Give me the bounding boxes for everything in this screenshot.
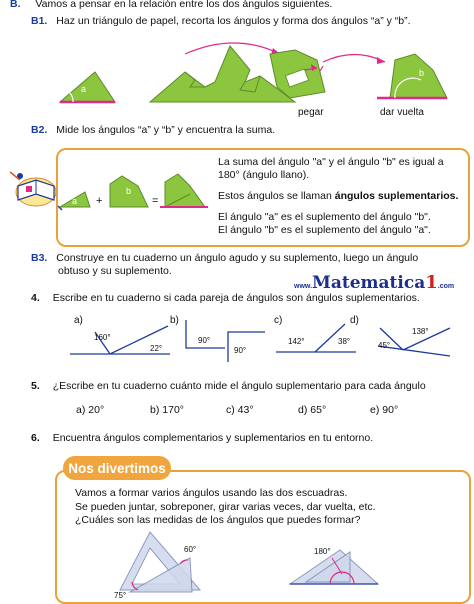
- b1-label: B1.: [31, 15, 48, 27]
- angle-a-label: a: [81, 84, 87, 94]
- b1-instruction: [31, 15, 411, 27]
- nos-line-2: Se pueden juntar, sobreponer, girar varias veces, dar vuelta, etc.: [75, 500, 376, 513]
- q4-c-angle2: 38°: [338, 337, 351, 346]
- q4-a-angle1: 160°: [94, 333, 111, 342]
- b3-line-2: obtuso y su suplemento.: [58, 265, 172, 277]
- box-line-3: Estos ángulos se llaman ángulos suplementarios.: [218, 190, 459, 202]
- nos-text: [75, 487, 376, 528]
- b1-text: Haz un triángulo de papel, recorta los ángulos y forma dos ángulos “a” y “b”.: [56, 15, 411, 27]
- b2-box-text: [218, 156, 458, 237]
- section-b-header: [10, 0, 332, 10]
- box-line-1: La suma del ángulo "a" y el ángulo "b" es igual a: [218, 156, 444, 168]
- step-pegar: pegar: [298, 107, 324, 118]
- q4-d-angle1: 138°: [412, 327, 429, 336]
- fig1-angle2: 75°: [114, 591, 127, 600]
- angle-b-label: b: [419, 68, 425, 78]
- book-character-icon: [6, 166, 66, 212]
- box-line-2: 180° (ángulo llano).: [218, 169, 310, 181]
- b2-figure: [60, 172, 210, 222]
- q4-instruction: [31, 292, 420, 304]
- q4-num: 4.: [31, 292, 40, 304]
- b1-figure: [55, 32, 474, 120]
- q4-a-angle2: 22°: [150, 344, 163, 353]
- b2-fig-a: a: [72, 196, 78, 206]
- site-logo: www.Matematica1.com: [294, 272, 455, 293]
- q5-item-d: d) 65°: [298, 404, 327, 416]
- section-label: B.: [10, 0, 21, 10]
- q5-text: ¿Escribe en tu cuaderno cuánto mide el ángulo suplementario para cada ángulo: [52, 380, 426, 392]
- q6-num: 6.: [31, 432, 40, 444]
- q4-item-b-label: b): [170, 315, 179, 326]
- q5-item-c: c) 43°: [226, 404, 254, 416]
- b3-line-1: Construye en tu cuaderno un ángulo agudo y su suplemento, luego un ángulo: [56, 252, 419, 264]
- fig2-angle: 180°: [314, 547, 331, 556]
- nos-line-1: Vamos a formar varios ángulos usando las dos escuadras.: [75, 487, 348, 499]
- q4-figures: [60, 310, 470, 365]
- b3-label: B3.: [31, 252, 48, 264]
- set-squares-figure: [110, 528, 410, 602]
- q4-b-angle1: 90°: [198, 336, 211, 345]
- nos-divertimos-title: Nos divertimos: [63, 456, 171, 480]
- q5-item-a: a) 20°: [76, 404, 105, 416]
- b2-equals: =: [152, 195, 159, 207]
- fig1-angle1: 60°: [184, 545, 197, 554]
- q4-b-angle2: 90°: [234, 346, 247, 355]
- q4-text: Escribe en tu cuaderno si cada pareja de ángulos son ángulos suplementarios.: [52, 292, 420, 304]
- q6-instruction: [31, 432, 373, 444]
- b2-instruction: [31, 124, 275, 136]
- b2-plus: +: [96, 195, 103, 207]
- q4-c-angle1: 142°: [288, 337, 305, 346]
- section-text: Vamos a pensar en la relación entre los dos ángulos siguientes.: [35, 0, 333, 10]
- q6-text: Encuentra ángulos complementarios y suplementarios en tu entorno.: [52, 432, 374, 444]
- b2-text: Mide los ángulos “a” y “b” y encuentra la suma.: [56, 124, 276, 136]
- q4-item-d-label: d): [350, 315, 359, 326]
- b2-label: B2.: [31, 124, 48, 136]
- q4-d-angle2: 45°: [378, 341, 391, 350]
- q5-item-b: b) 170°: [150, 404, 184, 416]
- nos-line-3: ¿Cuáles son las medidas de los ángulos que puedes formar?: [75, 514, 361, 526]
- b2-fig-b: b: [126, 186, 132, 196]
- step-dar-vuelta: dar vuelta: [380, 107, 424, 118]
- triangle-small: [60, 72, 115, 102]
- q4-item-a-label: a): [74, 315, 83, 326]
- q5-num: 5.: [31, 380, 40, 392]
- q5-instruction: [31, 380, 426, 392]
- set-square-4: [306, 552, 350, 582]
- box-line-4: El ángulo "a" es el suplemento del ángulo "b".: [218, 211, 431, 223]
- q5-item-e: e) 90°: [370, 404, 399, 416]
- q4-item-c-label: c): [274, 315, 283, 326]
- box-line-5: El ángulo "b" es el suplemento del ángulo "a".: [218, 224, 431, 236]
- q5-items: [76, 404, 398, 416]
